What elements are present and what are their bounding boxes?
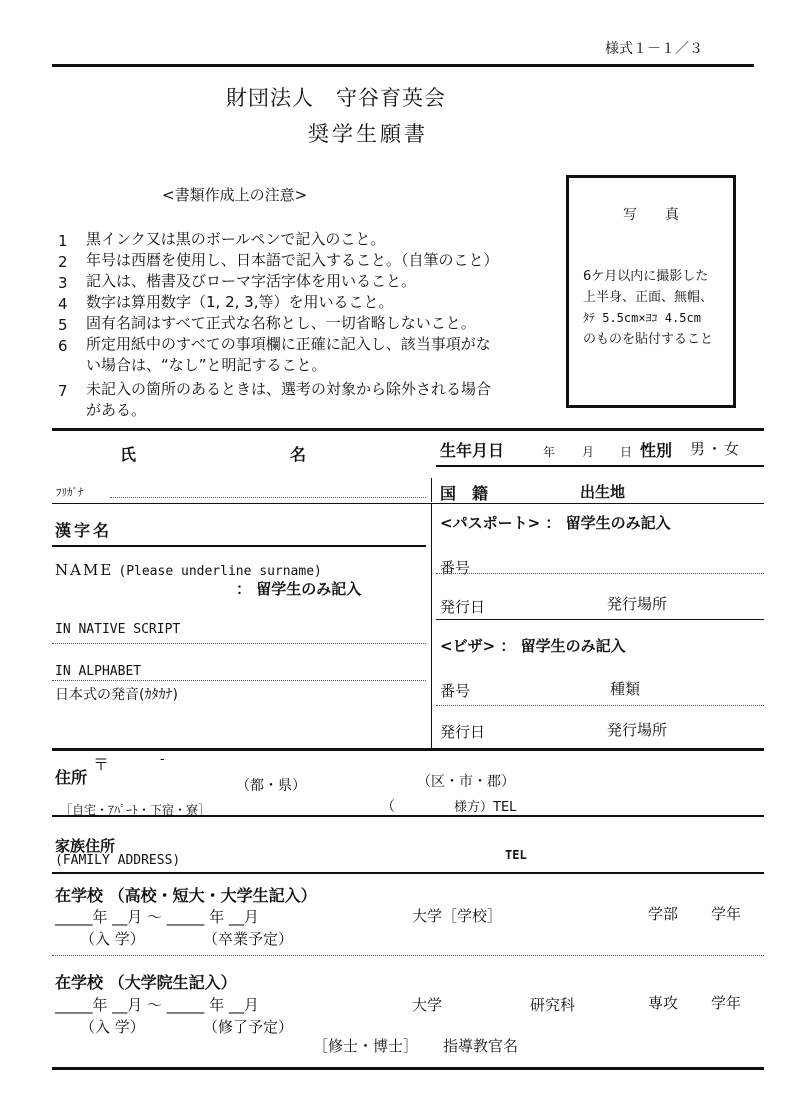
form-bottom-rule: [52, 1067, 764, 1070]
furigana-divider: [431, 478, 432, 502]
care-of-tel-label: 様方）TEL: [454, 800, 517, 815]
passport-rule: [436, 619, 764, 620]
visa-issue-date-label: 発行日: [440, 723, 486, 741]
residence-type-label: ［自宅・ｱﾊﾟｰﾄ・下宿・寮］: [60, 803, 211, 817]
note-4-text: 数字は算用数字（1, 2, 3,等）を用いること。: [86, 293, 394, 311]
passport-issue-date-label: 発行日: [440, 598, 486, 616]
note-6-num: 6: [58, 337, 68, 355]
school2-grade: 学年: [711, 994, 742, 1012]
note-2-text: 年号は西暦を使用し、日本語で記入すること。（自筆のこと）: [86, 251, 499, 269]
family-address-label: 家族住所: [55, 837, 116, 855]
school1-enter: （入 学）: [80, 930, 145, 948]
visa-heading: <ビザ> ： 留学生のみ記入: [440, 637, 626, 655]
dob-month: 月: [582, 445, 595, 459]
name-en-note: ： 留学生のみ記入: [236, 580, 362, 598]
notes-heading: <書類作成上の注意>: [162, 186, 308, 204]
furigana-rule: [52, 503, 764, 504]
school1-dates[interactable]: _____年 __月 ～ _____ 年 __月: [55, 908, 259, 926]
school2-graduate-school: 研究科: [530, 996, 576, 1014]
passport-number-line[interactable]: [436, 573, 764, 574]
city-label: （区・市・郡）: [417, 774, 515, 790]
form-title: 奨学生願書: [308, 122, 428, 146]
school2-dates[interactable]: _____年 __月 ～ _____ 年 __月: [55, 996, 259, 1014]
note-3-num: 3: [58, 274, 68, 292]
note-7-num: 7: [58, 382, 68, 400]
nationality-label: 国 籍: [440, 484, 489, 503]
school1-graduate: （卒業予定）: [203, 930, 294, 948]
visa-number-line[interactable]: [436, 705, 764, 706]
school2-major: 専攻: [648, 994, 679, 1012]
note-5-num: 5: [58, 316, 68, 334]
family-address-rule: [52, 872, 764, 874]
school2-graduate: （修了予定）: [203, 1018, 294, 1036]
photo-line-3: ﾀﾃ 5.5cm×ﾖｺ 4.5cm: [583, 311, 701, 325]
address-label: 住所: [55, 768, 88, 787]
school1-university: 大学［学校］: [412, 907, 503, 925]
care-of-paren: （: [381, 799, 395, 815]
note-6-text: 所定用紙中のすべての事項欄に正確に記入し、該当事項がな: [86, 335, 491, 353]
section-divider: [431, 503, 432, 748]
header-rule: [52, 64, 754, 67]
name-label-given: 名: [290, 445, 307, 464]
address-rule: [52, 815, 764, 817]
kanji-name-rule: [52, 545, 426, 547]
school2-degree[interactable]: ［修士・博士］: [313, 1037, 419, 1055]
note-5-text: 固有名詞はすべて正式な名称とし、一切省略しないこと。: [86, 314, 476, 332]
native-script-label: IN NATIVE SCRIPT: [55, 622, 181, 637]
visa-type-label: 種類: [610, 680, 641, 698]
form-top-rule: [52, 428, 764, 431]
native-script-line[interactable]: [52, 643, 426, 644]
photo-box[interactable]: [566, 175, 736, 408]
gender-label: 性別: [640, 441, 673, 460]
school2-heading: 在学校 （大学院生記入）: [55, 973, 237, 992]
school2-enter: （入 学）: [80, 1018, 145, 1036]
passport-number-label: 番号: [440, 559, 471, 577]
dob-day: 日: [620, 445, 633, 459]
note-7-cont: がある。: [86, 401, 147, 419]
prefecture-label: （都・県）: [236, 778, 306, 794]
photo-line-4: のものを貼付すること: [583, 332, 714, 347]
passport-heading: <パスポート> ： 留学生のみ記入: [440, 514, 671, 532]
photo-title: 写 真: [623, 207, 679, 223]
school2-advisor: 指導教官名: [443, 1037, 519, 1055]
postal-dash: -: [160, 752, 165, 767]
jp-pronunciation-label: 日本式の発音(ｶﾀｶﾅ): [55, 687, 178, 703]
note-1-num: 1: [58, 232, 68, 250]
note-3-text: 記入は、楷書及びローマ字活字体を用いること。: [86, 272, 417, 290]
name-en-title: NAME: [55, 561, 114, 579]
school1-faculty: 学部: [648, 905, 679, 923]
foundation-name: 財団法人 守谷育英会: [226, 86, 446, 110]
photo-line-1: 6ケ月以内に撮影した: [583, 269, 709, 284]
visa-issue-place-label: 発行場所: [607, 721, 668, 739]
note-4-num: 4: [58, 295, 68, 313]
dob-label: 生年月日: [440, 441, 505, 460]
alphabet-line[interactable]: [52, 680, 426, 681]
photo-instructions: [583, 266, 713, 350]
note-2-num: 2: [58, 253, 68, 271]
dob-rule: [436, 465, 764, 467]
passport-issue-place-label: 発行場所: [607, 595, 668, 613]
note-6-cont: い場合は、“なし”と明記すること。: [86, 356, 327, 374]
family-address-en-label: (FAMILY ADDRESS): [55, 853, 181, 868]
furigana-label: ﾌﾘｶﾞﾅ: [56, 486, 84, 499]
school1-rule: [52, 955, 764, 956]
dob-year: 年: [543, 445, 556, 459]
kanji-name-label: 漢字名: [55, 521, 113, 540]
photo-line-2: 上半身、正面、無帽、: [583, 290, 714, 305]
postal-mark: 〒: [93, 755, 110, 774]
school2-university: 大学: [412, 996, 443, 1014]
name-label-family: 氏: [120, 445, 137, 464]
visa-number-label: 番号: [440, 682, 471, 700]
note-1-text: 黒インク又は黒のボールペンで記入のこと。: [86, 230, 386, 248]
school1-heading: 在学校 （高校・短大・大学生記入）: [55, 886, 317, 905]
gender-options[interactable]: 男・女: [690, 440, 742, 458]
form-number: 様式１－１／３: [605, 41, 703, 57]
name-en-label: [55, 560, 322, 579]
alphabet-label: IN ALPHABET: [55, 664, 142, 679]
birthplace-label: 出生地: [580, 483, 626, 501]
address-top-rule: [52, 748, 764, 751]
school1-grade: 学年: [711, 905, 742, 923]
name-en-sub: (Please underline surname): [118, 564, 322, 579]
family-tel-label: TEL: [505, 848, 527, 862]
note-7-text: 未記入の箇所のあるときは、選考の対象から除外される場合: [86, 380, 492, 398]
furigana-line[interactable]: [110, 497, 426, 498]
